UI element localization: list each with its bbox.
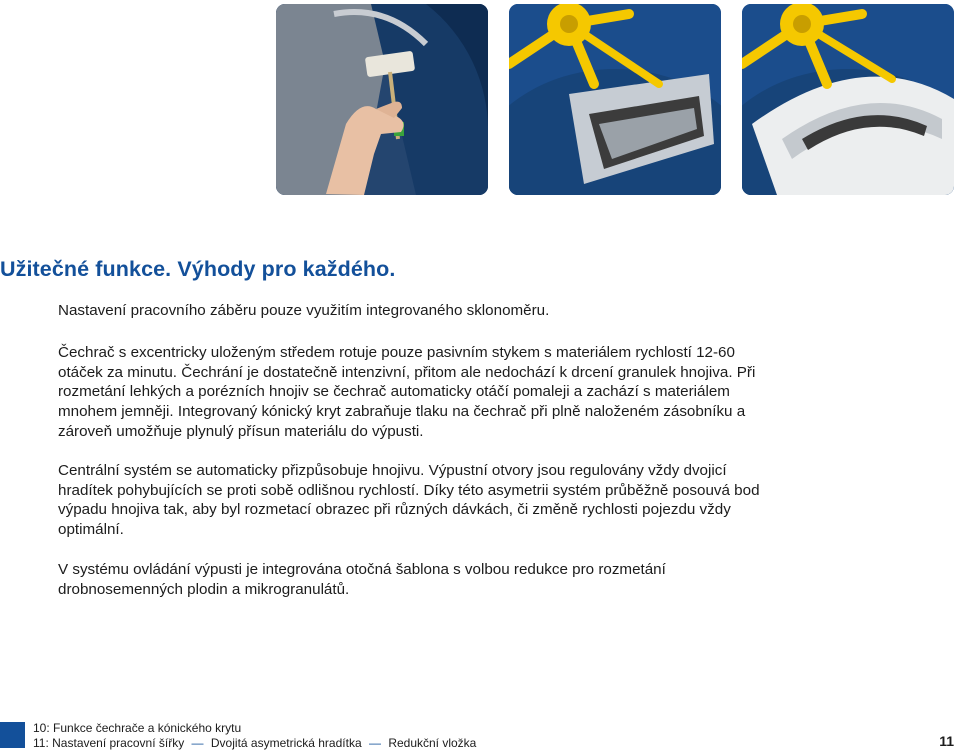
photo-reduction-insert <box>742 4 954 195</box>
footer-accent-square <box>0 722 25 748</box>
caption-item: Dvojitá asymetrická hradítka <box>210 736 362 750</box>
footer-caption-11 <box>33 736 476 750</box>
caption-item: Nastavení pracovní šířky <box>52 736 185 750</box>
caption-item: Redukční vložka <box>388 736 477 750</box>
inclinometer-illustration <box>276 4 488 195</box>
caption-number: 11: <box>33 736 49 750</box>
page-number: 11 <box>939 733 954 749</box>
paragraph-inclinometer: Nastavení pracovního záběru pouze využitím integrovaného sklonoměru. <box>58 302 550 319</box>
caption-separator: — <box>368 736 381 750</box>
caption-separator: — <box>191 736 204 750</box>
footer-caption-10 <box>33 721 241 735</box>
caption-item: Funkce čechrače a kónického krytu <box>53 721 242 735</box>
paragraph-agitator: Čechrač s excentricky uloženým středem rotuje pouze pasivním stykem s materiálem rychlostí 12-60 otáček za minutu. Čechrání je dostatečně intenzivní, přitom ale nedochází k drcení granulek hnojiva. Při rozmetání lehkých a porézních hnojiv se čechrač automaticky otáčí pomaleji a zachází s materiálem mnohem jemněji. Integrovaný kónický kryt zabraňuje tlaku na čechrač při plně naloženém zásobníku a zároveň umožňuje plynulý přísun materiálu do výpusti. <box>58 344 756 440</box>
photo-agitator-shutter <box>509 4 721 195</box>
section-heading: Užitečné funkce. Výhody pro každého. <box>0 257 396 281</box>
caption-number: 10: <box>33 721 50 735</box>
photo-inclinometer-adjustment <box>276 4 488 195</box>
reduction-insert-illustration <box>742 4 954 195</box>
paragraph-reduction-template: V systému ovládání výpusti je integrována otočná šablona s volbou redukce pro rozmetání drobnosemenných plodin a mikrogranulátů. <box>58 561 666 598</box>
paragraph-central-system: Centrální systém se automaticky přizpůsobuje hnojivu. Výpustní otvory jsou regulovány vždy dvojicí hradítek pohybujících se proti sobě odlišnou rychlostí. Díky této asymetrii systém průběžně posouvá bod výpadu hnojiva tak, aby byl rozmetací obrazec při různých dávkách, či změně rychlosti pojezdu vždy optimální. <box>58 462 760 539</box>
agitator-shutter-illustration <box>509 4 721 195</box>
